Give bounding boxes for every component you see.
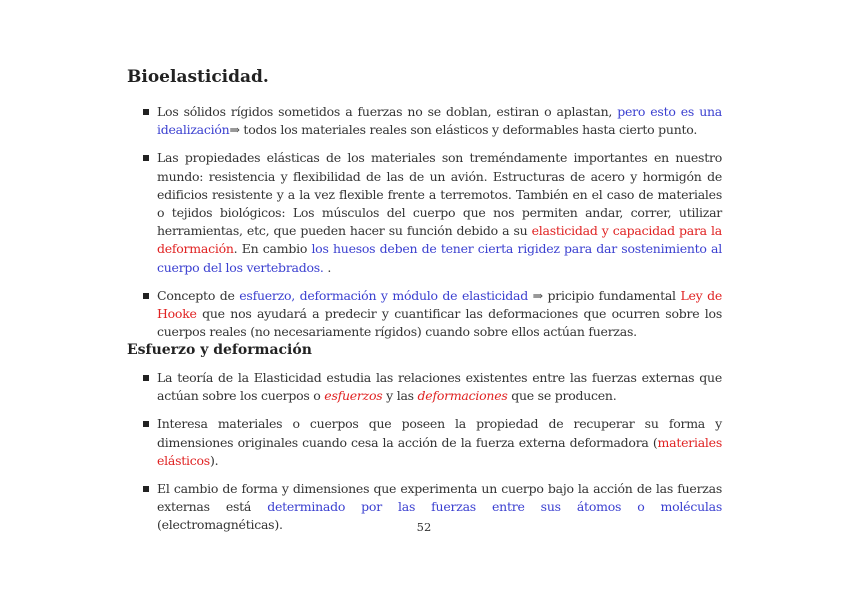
item-text: Interesa materiales o cuerpos que poseen la propiedad de recuperar su forma y dimensiones originales cuando cesa la acción de la fuerza externa deformadora ( bbox=[157, 416, 722, 450]
highlight-blue-text: esfuerzo, deformación y módulo de elasticidad bbox=[239, 287, 528, 303]
highlight-red-italic-text: esfuerzos bbox=[324, 388, 383, 404]
list-item bbox=[141, 369, 722, 405]
item-text: ⇒ todos los materiales reales son elásticos y deformables hasta cierto punto. bbox=[229, 122, 698, 138]
bullet-list-intro bbox=[141, 103, 722, 351]
square-bullet-icon bbox=[143, 293, 149, 299]
highlight-blue-text: determinado por las fuerzas entre sus átomos o moléculas bbox=[267, 499, 722, 515]
list-item bbox=[141, 287, 722, 342]
item-text: . bbox=[323, 259, 332, 275]
highlight-red-italic-text: deformaciones bbox=[417, 388, 508, 404]
item-text: Las propiedades elásticas de los materiales son treméndamente importantes en nuestro mundo: resistencia y flexibilidad de las de un avión. Estructuras de acero y hormigón de edificios resistente y a la vez flexible frente a terremotos. También en el caso de materiales o tejidos biológicos: Los músculos del cuerpo que nos permiten andar, correr, utilizar herramientas, etc, que pueden hacer su función debido a su bbox=[157, 150, 722, 239]
item-text: ⇒ pricipio fundamental bbox=[527, 287, 681, 303]
list-item bbox=[141, 415, 722, 470]
item-text: y las bbox=[382, 388, 418, 404]
item-text: Los sólidos rígidos sometidos a fuerzas no se doblan, estiran o aplastan, bbox=[157, 104, 618, 119]
item-text: ). bbox=[209, 452, 219, 468]
item-text: . En cambio bbox=[233, 241, 312, 257]
item-text: Concepto de bbox=[157, 287, 240, 303]
square-bullet-icon bbox=[143, 155, 149, 161]
page-number: 52 bbox=[416, 520, 432, 534]
square-bullet-icon bbox=[143, 486, 149, 492]
section-heading: Esfuerzo y deformación bbox=[127, 342, 312, 358]
square-bullet-icon bbox=[143, 421, 149, 427]
highlight-blue-text: pero esto es una idealización bbox=[157, 104, 722, 138]
item-text: que nos ayudará a predecir y cuantificar las deformaciones que ocurren sobre los cuerpos reales (no necesariamente rígidos) cuando sobre ellos actúan fuerzas. bbox=[157, 306, 722, 340]
list-item bbox=[141, 103, 722, 139]
item-text: La teoría de la Elasticidad estudia las relaciones existentes entre las fuerzas externas que actúan sobre los cuerpos o bbox=[157, 370, 722, 404]
highlight-red-text: elasticidad y capacidad para la deformación bbox=[157, 223, 722, 257]
square-bullet-icon bbox=[143, 375, 149, 381]
item-text: El cambio de forma y dimensiones que experimenta un cuerpo bajo la acción de las fuerzas externas está bbox=[157, 481, 722, 515]
highlight-red-text: materiales elásticos bbox=[157, 434, 722, 468]
square-bullet-icon bbox=[143, 109, 149, 115]
list-item bbox=[141, 149, 722, 276]
page-title: Bioelasticidad. bbox=[127, 67, 269, 87]
bullet-list-stress bbox=[141, 369, 722, 545]
item-text: que se producen. bbox=[507, 388, 617, 404]
highlight-blue-text: los huesos deben de tener cierta rigidez para dar sostenimiento al cuerpo del los vertebrados. bbox=[157, 241, 722, 275]
item-text: (electromagnéticas). bbox=[157, 517, 283, 533]
highlight-red-text: Ley de Hooke bbox=[157, 287, 722, 322]
